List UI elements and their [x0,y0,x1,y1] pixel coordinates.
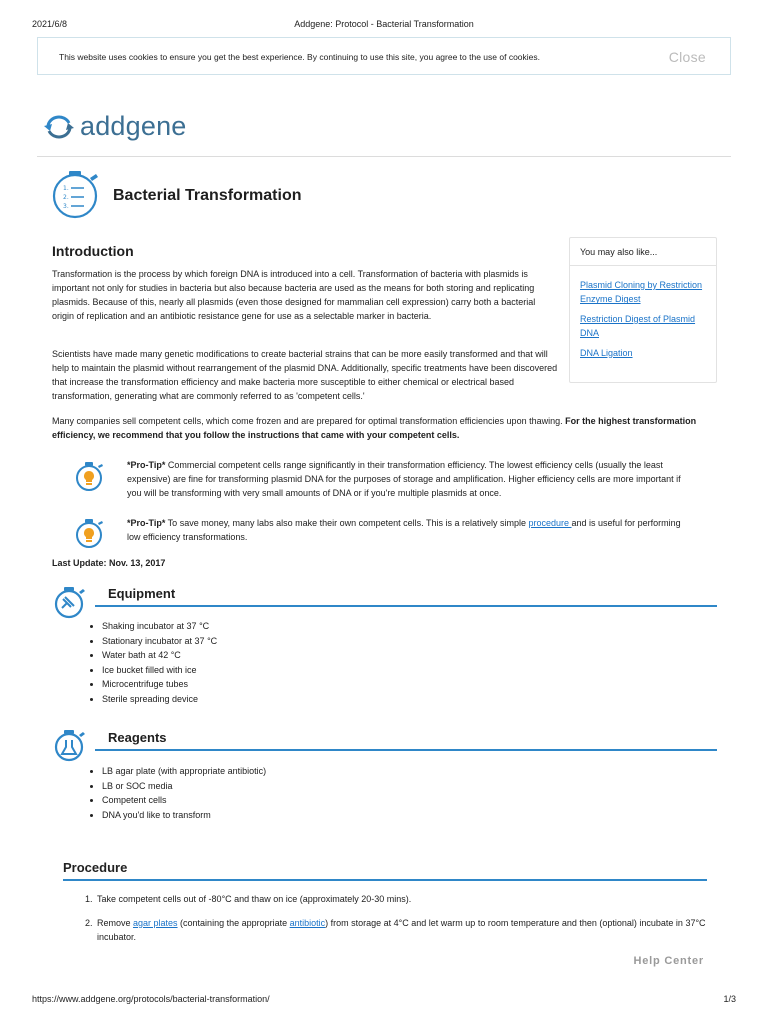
help-center-button[interactable]: Help Center [633,955,704,967]
list-item: • Microcentrifuge tubes [102,677,217,692]
procedure-heading: Procedure [63,860,128,875]
cookie-text: This website uses cookies to ensure you get the best experience. By continuing to use this site, you agree to the use of cookies. [59,52,541,62]
reagents-rule [95,749,717,751]
svg-text:3.: 3. [63,203,69,210]
reagents-list [87,764,266,822]
intro-p3-text: Many companies sell competent cells, which come frozen and are prepared for optimal transformation efficiencies upon thawing. [52,416,566,426]
reagents-icon [52,729,86,768]
intro-paragraph-3 [52,415,712,443]
print-page-number: 1/3 [723,994,736,1004]
step2-text-c: ) from storage at 4°C and let warm up to room temperature and then (optional) incubate in 37°C incubator. [97,917,706,942]
list-item: • LB agar plate (with appropriate antibiotic) [102,764,266,779]
logo-text: addgene [80,111,187,141]
pro-tip-1-label: *Pro-Tip* [127,460,166,470]
procedure-link[interactable]: procedure [528,518,572,528]
protocol-list-icon [50,170,100,225]
equipment-heading: Equipment [108,586,176,601]
pro-tip-2-text-before: To save money, many labs also make their own competent cells. This is a relatively simple [165,518,529,528]
equipment-icon [52,586,86,625]
sidebar-heading: You may also like... [570,238,716,266]
sidebar-link-dna-ligation[interactable]: DNA Ligation [580,347,633,358]
print-date: 2021/6/8 [32,19,68,29]
intro-p3-bold: For the highest transformation efficiency, we recommend that you follow the instructions that came with your competent cells. [52,416,697,440]
page-title: Bacterial Transformation [113,187,302,204]
pro-tip-1-text: Commercial competent cells range significantly in their transformation efficiency. The lowest efficiency cells (usually the least expensive) are fine for transforming plasmid DNA for the purposes of storage and amplification. Higher efficiency cells are more important if you will be transforming with very small amounts of DNA or if you're multiple plasmids at once. [127,460,681,498]
pro-tip-2-text-after: and is useful for performing low efficiency transformations. [127,518,681,542]
sidebar-link-plasmid-cloning[interactable]: Plasmid Cloning by Restriction Enzyme Digest [580,280,703,305]
pro-tip-lightbulb-icon [74,461,104,498]
intro-paragraph-2: Scientists have made many genetic modifications to create bacterial strains that can be more easily transformed and that will help to maintain the plasmid without rearrangement of the plasmid DNA. Additionally, specific treatments have been discovered that increase the transformation efficiency and make bacteria more susceptible to either chemical or electrical based transformation, generating what are commonly referred to as 'competent cells.' [52,349,558,401]
last-update: Last Update: Nov. 13, 2017 [52,558,166,568]
addgene-logo-icon [42,114,76,140]
list-item: • Water bath at 42 °C [102,648,217,663]
step2-text-a: Remove [97,917,134,928]
cookie-close-button[interactable]: Close [668,49,706,65]
list-item: • Stationary incubator at 37 °C [102,634,217,649]
agar-plates-link[interactable]: agar plates [133,917,178,928]
svg-text:1.: 1. [63,185,69,192]
sidebar-links [580,278,710,365]
procedure-step-2 [95,917,735,945]
procedure-rule [63,879,707,881]
intro-paragraph-1: Transformation is the process by which foreign DNA is introduced into a cell. Transformation of bacteria with plasmids is important not only for studies in bacteria but also because bacteria are used as the means for both storing and replicating plasmids. Because of this, nearly all plasmids (even those designed for mammalian cell expression) carry both a bacterial origin of replication and an antibiotic resistance gene for use as a selectable marker in bacteria. [52,269,536,321]
print-title: Addgene: Protocol - Bacterial Transformation [294,19,474,29]
list-item: • LB or SOC media [102,779,266,794]
equipment-list [87,619,217,706]
sidebar-link-restriction-digest[interactable]: Restriction Digest of Plasmid DNA [580,313,696,339]
reagents-heading: Reagents [108,730,167,745]
related-sidebar [569,237,717,383]
list-item: • DNA you'd like to transform [102,808,266,823]
pro-tip-lightbulb-icon [74,518,104,555]
list-item: • Sterile spreading device [102,692,217,707]
pro-tip-2-label: *Pro-Tip* [127,518,166,528]
step2-text-b: (containing the appropriate [177,917,290,928]
antibiotic-link[interactable]: antibiotic [289,917,326,928]
addgene-logo[interactable] [42,106,187,148]
intro-heading: Introduction [52,243,134,259]
svg-text:2.: 2. [63,194,69,201]
procedure-step-1: 1. Take competent cells out of -80°C and thaw on ice (approximately 20-30 mins). [95,893,735,907]
list-item: • Shaking incubator at 37 °C [102,619,217,634]
list-item: • Ice bucket filled with ice [102,663,217,678]
pro-tip-1 [127,459,692,501]
pro-tip-2 [127,517,692,545]
header-divider [37,156,731,157]
cookie-banner [37,37,731,75]
equipment-rule [95,605,717,607]
list-item: • Competent cells [102,793,266,808]
procedure-steps [63,893,735,955]
print-url: https://www.addgene.org/protocols/bacterial-transformation/ [32,994,270,1004]
